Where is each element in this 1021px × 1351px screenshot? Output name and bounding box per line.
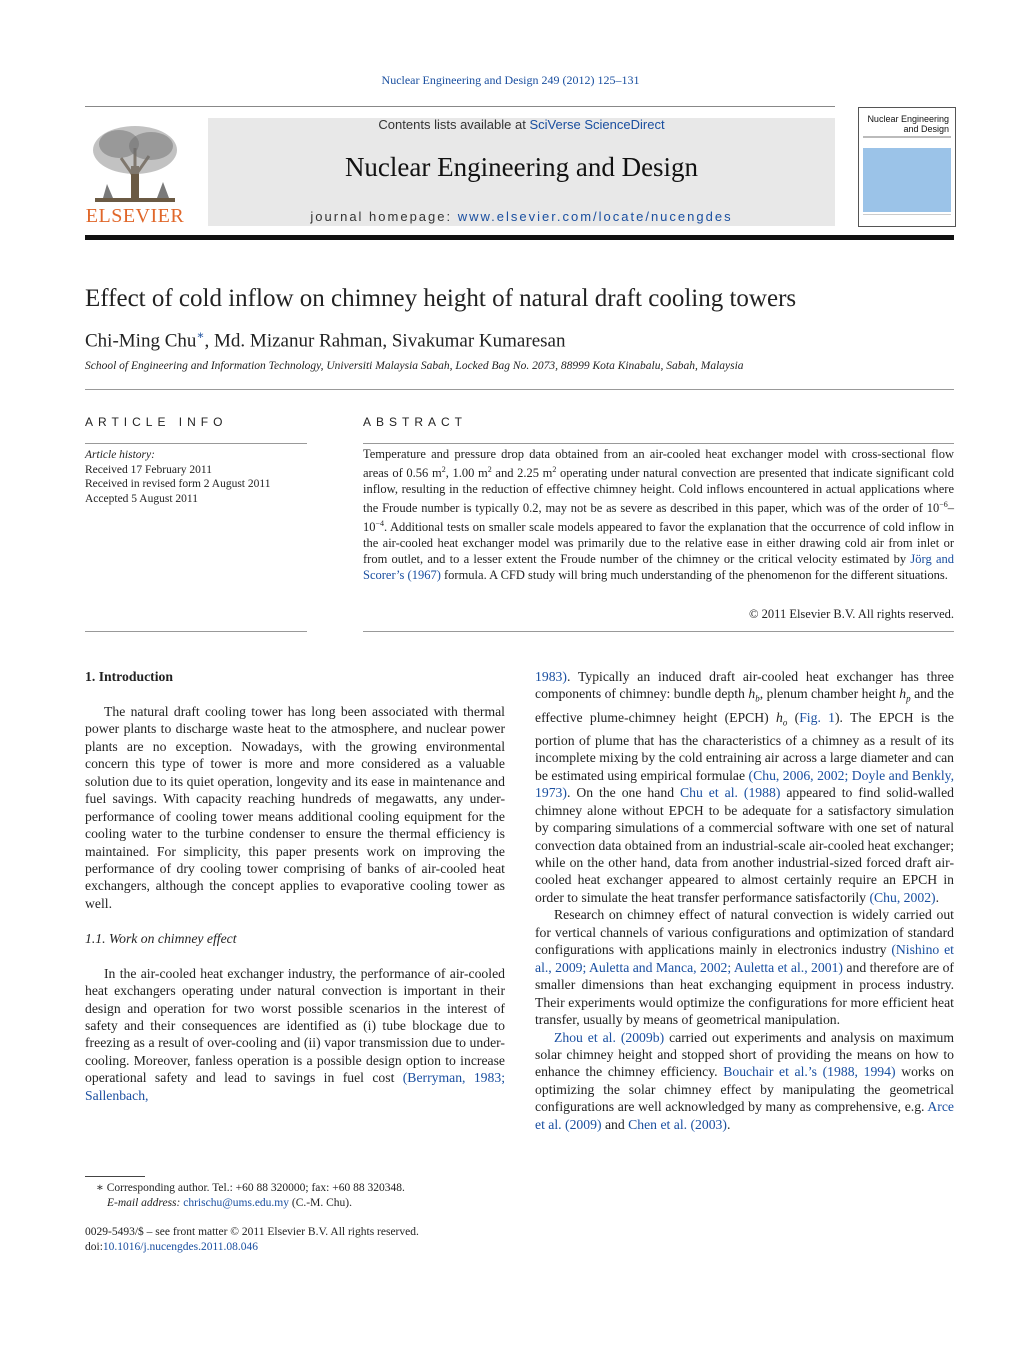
article-title: Effect of cold inflow on chimney height of natural draft cooling towers: [85, 285, 797, 312]
title-rule: [85, 389, 954, 390]
email-line: E-mail address: chrischu@ums.edu.my (C.-M. Chu).: [107, 1196, 352, 1209]
journal-title: Nuclear Engineering and Design: [344, 152, 699, 182]
ref-zhou[interactable]: Zhou et al. (2009b): [554, 1029, 665, 1045]
section-heading-introduction: 1. Introduction: [85, 669, 173, 684]
doi-line: doi:10.1016/j.nucengdes.2011.08.046: [85, 1240, 259, 1253]
ref-bouchair[interactable]: Bouchair et al.’s (1988, 1994): [723, 1064, 896, 1080]
ref-chu-2002[interactable]: (Chu, 2002): [869, 889, 936, 905]
contents-prefix: Contents lists available at: [378, 117, 530, 132]
doi-link[interactable]: 10.1016/j.nucengdes.2011.08.046: [102, 1240, 259, 1253]
ref-1983[interactable]: 1983): [535, 669, 567, 684]
author-list: [85, 328, 565, 352]
abstract-heading: ABSTRACT: [363, 415, 468, 429]
ref-fig1[interactable]: Fig. 1: [799, 709, 835, 725]
elsevier-wordmark: ELSEVIER: [85, 205, 185, 227]
journal-masthead: [208, 118, 835, 226]
ref-berryman[interactable]: (Berryman, 1983; Sallenbach,: [85, 1070, 505, 1103]
body-column-right: [535, 668, 954, 1133]
homepage-prefix: journal homepage:: [310, 209, 458, 224]
subsection-heading-chimney-effect: 1.1. Work on chimney effect: [85, 930, 237, 946]
ref-jorg-scorer[interactable]: Jörg and Scorer’s (1967): [363, 552, 954, 583]
ref-chen[interactable]: Chen et al. (2003): [628, 1116, 727, 1132]
history-heading: Article history:: [85, 449, 155, 461]
article-history: [85, 448, 307, 506]
homepage-line: [208, 209, 835, 224]
paragraph-work: In the air-cooled heat exchanger industry, the performance of air-cooled heat exchangers operating under natural convection is important in their design and operation for two worst possible scenarios in the interest of safety and their consequences are identified as (i) tube blockage due to freezing as a result of over-cooling and (ii) vapor transmission due to under-cooling. Moreover, fanless operation is a possible design option to increase operational safety and lead to savings in fuel cost (Berryman, 1983; Sallenbach,: [85, 965, 505, 1103]
cover-title-line2: and Design: [903, 124, 949, 134]
elsevier-logo: [85, 118, 185, 228]
ref-arce[interactable]: Arce et al. (2009): [535, 1099, 954, 1132]
issn-line: 0029-5493/$ – see front matter © 2011 Elsevier B.V. All rights reserved.: [85, 1226, 419, 1238]
other-authors: , Md. Mizanur Rahman, Sivakumar Kumaresan: [204, 330, 566, 352]
abstract-rule-top: [363, 443, 954, 444]
email-link[interactable]: chrischu@ums.edu.my: [183, 1196, 290, 1209]
abstract-text: Temperature and pressure drop data obtained from an air-cooled heat exchanger model with cross-sectional flow areas of 0.56 $m^2$, 1.00 $m^2$ and 2.25 $m^2$ operating under natural convection are presented that indicate significant cold inflow, resulting in the reduction of effective chimney height. Cold inflows encountered in actual applications where the Froude number is typically 0.2, may not be as severe as described in this paper, which was of the order of $10^{-6}-10^{-4}$. Additional tests on smaller scale models appeared to favor the explanation that the occurrence of cold inflow in the air-cooled heat exchanger model was primarily due to the relative ease in either drawing cold air from inlet or from outlet, and to a lesser extent the Froude number of the chimney or the critical velocity estimated by Jörg and Scorer’s (1967) formula. A CFD study will bring much understanding of the phenomenon for the different situations.: [363, 447, 954, 583]
journal-citation[interactable]: Nuclear Engineering and Design 249 (2012) 125–131: [381, 73, 640, 87]
journal-cover-thumbnail[interactable]: [858, 107, 956, 227]
info-rule-top: [85, 443, 307, 444]
paragraph-intro: The natural draft cooling tower has long been associated with thermal power plants to discharge waste heat to the atmosphere, and nuclear power plants are no exception. Nowadays, with the growing environmental concern this type of tower is more and more considered as a valuable solution due to its quiet operation, longevity and its ease in maintenance and fuel savings. With capacity reaching hundreds of megawatts, any under-performance of cooling tower means additional cooling equipment for the cooling water to the turbine condenser to ensure the thermal efficiency is maintained. For simplicity, this paper presents work on improving the performance of dry cooling tower comprising of banks of air-cooled heat exchangers, although the concept applies to evaporative cooling tower as well.: [85, 703, 505, 911]
copyright: © 2011 Elsevier B.V. All rights reserved.: [749, 607, 954, 621]
ref-nishino[interactable]: (Nishino et al., 2009; Auletta and Manca, 2002; Auletta et al., 2001): [535, 942, 954, 975]
ref-chu-doyle[interactable]: (Chu, 2006, 2002; Doyle and Benkly, 1973): [535, 767, 954, 801]
accepted-date: Accepted 5 August 2011: [85, 492, 198, 505]
ref-chu-1988[interactable]: Chu et al. (1988): [680, 785, 781, 801]
homepage-link[interactable]: www.elsevier.com/locate/nucengdes: [457, 209, 733, 224]
footnote: [85, 1181, 505, 1210]
info-rule-bottom: [85, 631, 307, 632]
issn-doi: [85, 1225, 505, 1254]
paragraph-continued: 1983). Typically an induced draft air-cooled heat exchanger has three components of chimney: bundle depth $h_b$, plenum chamber height $h_p$ and the effective plume-chimney height (EPCH) $h_o$ (Fig. 1). The EPCH is the portion of plume that has the characteristics of a chimney as a result of its incomplete mixing by the cold entraining air across a large diameter and can be estimated using empirical formulae (Chu, 2006, 2002; Doyle and Benkly, 1973). On the one hand Chu et al. (1988) appeared to find solid-walled chimney alone without EPCH to be adequate for a satisfactory simulation by comparing simulations of a commercial software with one set of natural convection data obtained from an industrial-scale air-cooled heat exchanger; while on the other hand, data from another industrial-sized forced draft air-cooled heat exchanger appeared to almost certainly require an EPCH in order to simulate the heat transfer performance satisfactorily (Chu, 2002).: [535, 669, 954, 905]
footnote-rule: [85, 1176, 145, 1177]
cover-title: [867, 114, 949, 134]
author-1: Chi-Ming Chu: [85, 330, 197, 352]
revised-date: Received in revised form 2 August 2011: [85, 478, 271, 491]
contents-line: [208, 118, 835, 132]
article-info-heading: ARTICLE INFO: [85, 415, 228, 429]
cover-footer: [863, 214, 951, 223]
header-thick-rule: [85, 235, 954, 240]
corresponding-author-note: ∗ Corresponding author. Tel.: +60 88 320000; fax: +60 88 320348.: [96, 1182, 405, 1194]
cover-header: [859, 108, 955, 146]
header-rule: [85, 106, 835, 107]
body-column-left: [85, 668, 505, 1104]
cover-title-line1: Nuclear Engineering: [867, 114, 949, 124]
tree-icon: [85, 118, 185, 206]
paragraph-research: Research on chimney effect of natural convection is widely carried out for vertical channels of various configurations and optimization of standard configurations with applications mainly in electronics industry (Nishino et al., 2009; Auletta and Manca, 2002; Auletta et al., 2001) and therefore are of smaller dimensions than heat exchanging equipment in process industry. Their experiments would optimize the configurations for more efficient heat transfer, usually by means of geometrical manipulation.: [535, 907, 954, 1028]
abstract-rule-bottom: [363, 631, 954, 632]
cover-subtitle-bar: [863, 136, 951, 138]
received-date: Received 17 February 2011: [85, 463, 212, 476]
paragraph-solar: Zhou et al. (2009b) carried out experiments and analysis on maximum solar chimney height and stopped short of providing the means on how to enhance the chimney efficiency. Bouchair et al.’s (1988, 1994) works on optimizing the solar chimney effect by manipulating the geometrical configurations are well acknowledged by many as comprehensive, e.g. Arce et al. (2009) and Chen et al. (2003).: [535, 1029, 954, 1132]
sciencedirect-link[interactable]: SciVerse ScienceDirect: [529, 117, 665, 132]
affiliation: School of Engineering and Information Technology, Universiti Malaysia Sabah, Locked Bag No. 2073, 88999 Kota Kinabalu, Sabah, Malaysia: [85, 360, 744, 372]
corresponding-author-mark[interactable]: ∗: [196, 328, 205, 342]
cover-image: [863, 148, 951, 212]
